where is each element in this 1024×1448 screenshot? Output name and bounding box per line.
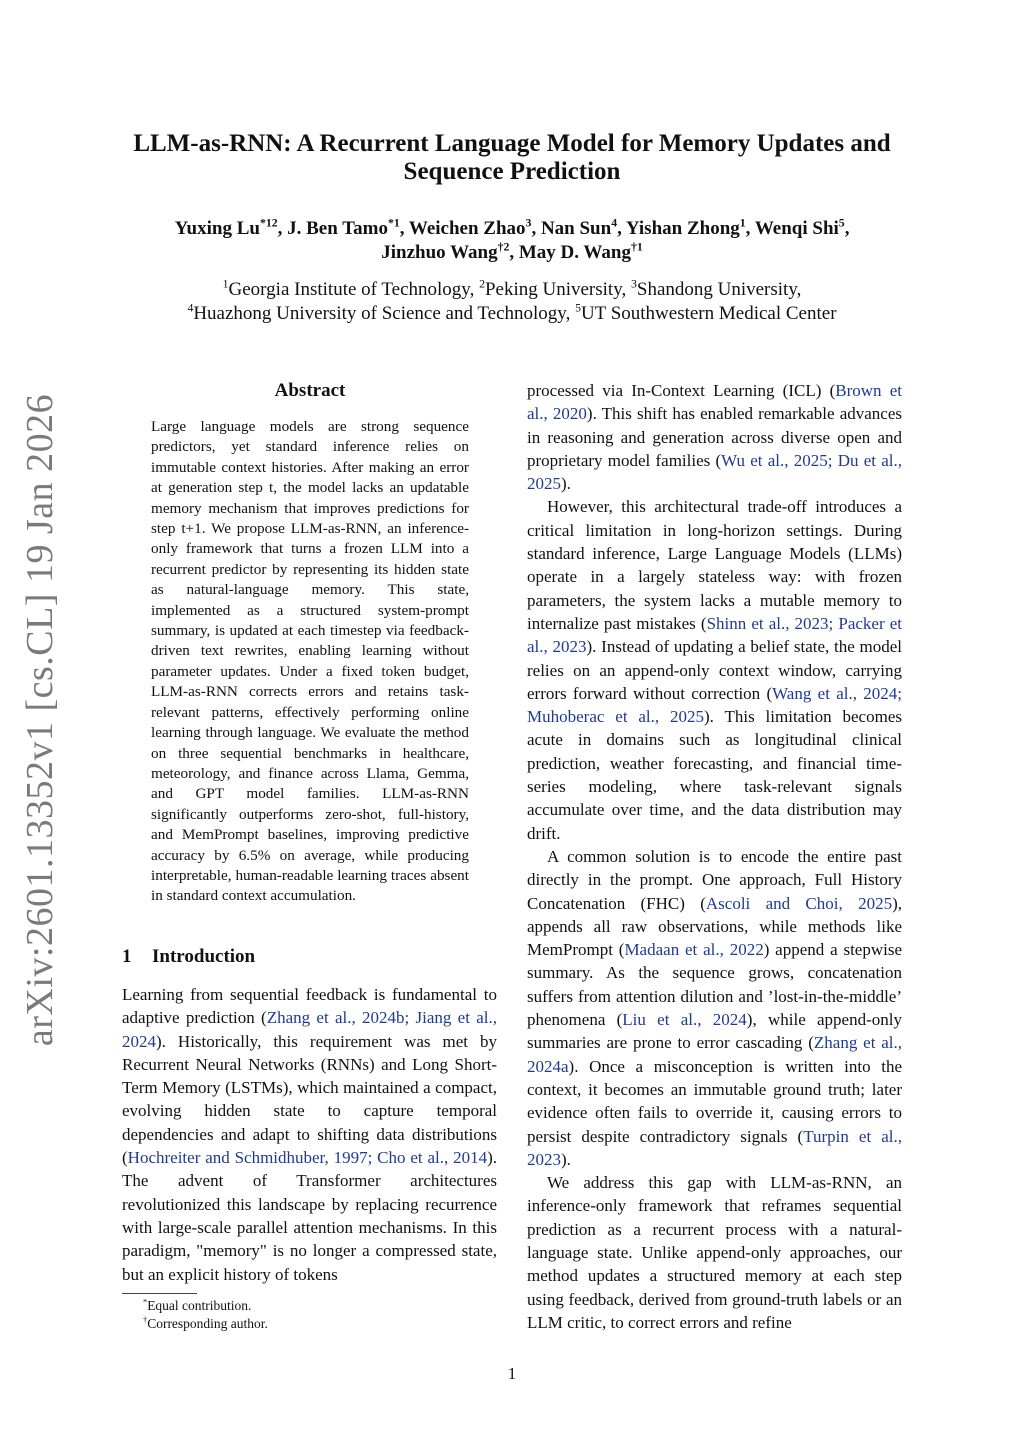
paragraph bbox=[527, 1171, 902, 1334]
body-text: ). Historically, this requirement was met by Recurrent Neural Networks (RNNs) and Long Short-Term Memory (LSTMs), which maintained a compact, evolving hidden state to capture temporal dependencies and adapt to shifting data distributions ( bbox=[122, 1031, 497, 1168]
author-name: Yishan Zhong bbox=[625, 218, 740, 239]
citation-link[interactable]: Wang et al., 2024; Muhoberac et al., 2025 bbox=[527, 683, 902, 727]
body-text: ). The advent of Transformer architectures revolutionized this landscape by replacing recurrence with large-scale parallel attention mechanisms. In this paradigm, "memory" is no longer a compressed state, but an explicit history of tokens bbox=[122, 1148, 497, 1284]
author-name: Yuxing Lu bbox=[174, 218, 260, 239]
abstract-body: Large language models are strong sequence predictors, yet standard inference relies on immutable context histories. After making an error at generation step t, the model lacks an updatable memory mechanism that improves predictions for step t+1. We propose LLM-as-RNN, an inference-only framework that turns a frozen LLM into a recurrent predictor by representing its hidden state as natural-language memory. This state, implemented as a structured system-prompt summary, is updated at each timestep via feedback-driven text rewrites, enabling learning without parameter updates. Under a fixed token budget, LLM-as-RNN corrects errors and retains task-relevant patterns, effectively performing online learning through language. We evaluate the method on three sequential benchmarks in healthcare, meteorology, and finance across Llama, Gemma, and GPT model families. LLM-as-RNN significantly outperforms zero-shot, full-history, and MemPrompt baselines, improving predictive accuracy by 6.5% on average, while producing interpretable, human-readable learning traces absent in standard context accumulation. bbox=[151, 418, 469, 905]
footnote-mark: † bbox=[143, 1315, 148, 1325]
author-mark: 1 bbox=[739, 216, 746, 230]
body-text: We address this gap with LLM-as-RNN, an inference-only framework that reframes sequential prediction as a recurrent process with a natural-language state. Unlike append-only approaches, our method updates a structured memory at each step using feedback, derived from ground-truth labels or an LLM critic, to correct errors and refine bbox=[527, 1173, 902, 1332]
citation-link[interactable]: Liu et al., 2024 bbox=[622, 1010, 747, 1030]
footnote-divider bbox=[122, 1293, 197, 1294]
page-number: 1 bbox=[507, 1364, 517, 1383]
author-mark: 4 bbox=[611, 216, 618, 230]
affiliation-name: Georgia Institute of Technology, bbox=[228, 279, 480, 300]
section-number: 1 bbox=[122, 946, 132, 967]
paragraph bbox=[527, 495, 902, 844]
author-separator: , bbox=[509, 242, 519, 263]
affiliation-number: 5 bbox=[575, 301, 581, 315]
citation-link[interactable]: Zhang et al., 2024b; Jiang et al., 2024 bbox=[122, 1008, 497, 1051]
author-mark: 3 bbox=[525, 216, 532, 230]
citation-link[interactable]: Turpin et al., 2023 bbox=[527, 1126, 902, 1169]
citation-link[interactable]: Zhang et al., 2024a bbox=[527, 1033, 903, 1076]
intro-paragraph bbox=[122, 983, 497, 1286]
author-separator: , bbox=[531, 218, 541, 239]
footnote-item bbox=[143, 1315, 268, 1333]
paragraph bbox=[527, 845, 902, 1171]
body-text: ). Instead of updating a belief state, the model relies on an append-only context window, carrying errors forward without correction ( bbox=[527, 637, 902, 703]
author-mark: 5 bbox=[838, 216, 845, 230]
affiliation-name: Shandong University, bbox=[636, 279, 802, 300]
author-mark: *1 bbox=[387, 216, 400, 230]
affiliation-line-1 bbox=[100, 278, 924, 302]
affiliation-number: 4 bbox=[187, 301, 194, 315]
body-text: processed via In-Context Learning (ICL) ( bbox=[527, 381, 836, 400]
affiliations bbox=[100, 278, 924, 326]
author-separator: , bbox=[745, 218, 755, 239]
author-name: May D. Wang bbox=[518, 242, 631, 263]
author-line-2 bbox=[100, 241, 924, 265]
citation-link[interactable]: Hochreiter and Schmidhuber, 1997; Cho et al., 2014 bbox=[127, 1148, 488, 1168]
body-text: ). bbox=[561, 1149, 571, 1169]
affiliation-number: 2 bbox=[479, 277, 485, 291]
citation-link[interactable]: Madaan et al., 2022 bbox=[624, 940, 764, 960]
arxiv-identifier bbox=[10, 393, 70, 1047]
footnotes bbox=[143, 1297, 268, 1333]
footnote-text: Equal contribution. bbox=[147, 1298, 252, 1313]
author-separator: , bbox=[844, 218, 850, 239]
section-title: Introduction bbox=[152, 946, 256, 967]
author-separator: , bbox=[617, 218, 626, 239]
body-text: However, this architectural trade-off introduces a critical limitation in long-horizon settings. During standard inference, Large Language Models (LLMs) operate in a largely stateless way: with frozen parameters, the system lacks a mutable memory to internalize past mistakes ( bbox=[527, 497, 902, 633]
body-text: ). This shift has enabled remarkable advances in reasoning and generation across diverse open and proprietary model families ( bbox=[527, 404, 902, 470]
body-text: ). Once a misconception is written into the context, it becomes an immutable ground truth; later evidence often fails to override it, causing errors to persist despite contradictory signals ( bbox=[527, 1056, 902, 1146]
author-name: Nan Sun bbox=[540, 218, 612, 239]
author-name: Weichen Zhao bbox=[408, 218, 526, 239]
footnote-text: Corresponding author. bbox=[147, 1316, 268, 1331]
citation-link[interactable]: Shinn et al., 2023; Packer et al., 2023 bbox=[527, 613, 902, 657]
citation-link[interactable]: Brown et al., 2020 bbox=[527, 381, 902, 424]
citation-link[interactable]: Ascoli and Choi, 2025 bbox=[705, 893, 893, 913]
paragraph bbox=[527, 379, 902, 495]
section-heading bbox=[122, 946, 255, 968]
affiliation-line-2 bbox=[100, 302, 924, 326]
affiliation-number: 3 bbox=[630, 277, 637, 291]
body-text: Learning from sequential feedback is fundamental to adaptive prediction ( bbox=[122, 985, 497, 1028]
author-mark: *12 bbox=[259, 216, 278, 230]
author-name: Wenqi Shi bbox=[754, 218, 839, 239]
affiliation-number: 1 bbox=[222, 277, 229, 291]
author-mark: †1 bbox=[630, 240, 643, 254]
paper-title bbox=[100, 130, 924, 186]
author-separator: , bbox=[277, 218, 288, 239]
title-line-2: Sequence Prediction bbox=[403, 158, 621, 185]
author-list bbox=[100, 217, 924, 265]
body-text: ). bbox=[561, 474, 571, 494]
author-name: J. Ben Tamo bbox=[287, 218, 388, 239]
body-text: ), appends all raw observations, while methods like MemPrompt ( bbox=[527, 893, 902, 960]
right-column-body bbox=[527, 379, 902, 1334]
author-mark: †2 bbox=[497, 240, 510, 254]
author-line-1 bbox=[100, 217, 924, 241]
body-text: ). This limitation becomes acute in domains such as longitudinal clinical prediction, weather forecasting, and financial time-series modeling, where task-relevant signals accumulate over time, and the data distribution may drift. bbox=[527, 707, 902, 843]
footnote-mark: * bbox=[143, 1297, 148, 1307]
title-line-1: LLM-as-RNN: A Recurrent Language Model for Memory Updates and bbox=[133, 130, 891, 157]
affiliation-name: Huazhong University of Science and Technology, bbox=[193, 303, 576, 324]
body-text: ) append a stepwise summary. As the sequence grows, concatenation suffers from attention dilution and ’lost-in-the-middle’ phenomena ( bbox=[527, 940, 903, 1030]
citation-link[interactable]: Wu et al., 2025; Du et al., 2025 bbox=[527, 450, 902, 494]
author-name: Jinzhuo Wang bbox=[381, 242, 498, 263]
affiliation-name: Peking University, bbox=[484, 279, 631, 300]
author-separator: , bbox=[399, 218, 409, 239]
arxiv-id-text: arXiv:2601.13352v1 [cs.CL] 19 Jan 2026 bbox=[19, 393, 62, 1047]
left-column-body bbox=[122, 983, 497, 1286]
body-text: A common solution is to encode the entire past directly in the prompt. One approach, Full History Concatenation (FHC) ( bbox=[527, 846, 902, 913]
abstract-heading: Abstract bbox=[274, 380, 346, 401]
affiliation-name: UT Southwestern Medical Center bbox=[580, 303, 837, 324]
footnote-item bbox=[143, 1297, 268, 1315]
body-text: ), while append-only summaries are prone to error cascading ( bbox=[527, 1010, 902, 1053]
